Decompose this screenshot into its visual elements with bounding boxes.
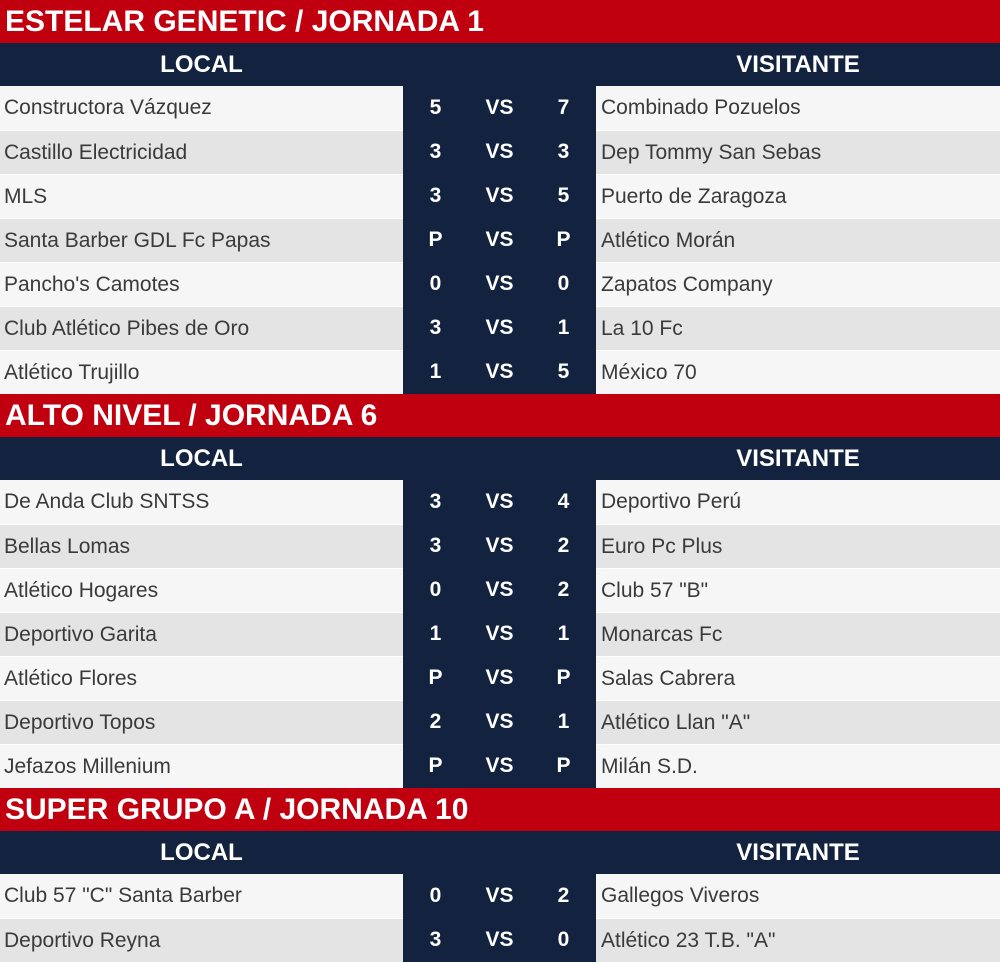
match-row (0, 524, 1000, 568)
home-team: Constructora Vázquez (0, 86, 403, 130)
vs-label: VS (485, 272, 514, 295)
home-score: 3 (429, 140, 442, 163)
vs-label: VS (485, 754, 514, 777)
match-row (0, 86, 1000, 130)
away-score: 4 (557, 490, 570, 513)
score-header (403, 437, 596, 480)
home-team: Santa Barber GDL Fc Papas (0, 218, 403, 262)
away-team: Gallegos Viveros (596, 874, 1000, 918)
vs-label: VS (485, 622, 514, 645)
score (403, 874, 596, 918)
local-header: LOCAL (160, 839, 243, 866)
score-header (403, 43, 596, 86)
match-row (0, 174, 1000, 218)
home-score: 0 (429, 272, 442, 295)
score (403, 700, 596, 744)
match-row (0, 656, 1000, 700)
match-row (0, 350, 1000, 394)
vs-label: VS (485, 140, 514, 163)
away-team: Monarcas Fc (596, 612, 1000, 656)
away-score: P (556, 666, 571, 689)
home-score: P (428, 666, 443, 689)
away-score: P (556, 754, 571, 777)
away-score: 5 (557, 184, 570, 207)
section-title: ESTELAR GENETIC / JORNADA 1 (0, 0, 1000, 43)
home-score: 1 (429, 360, 442, 383)
away-team: Zapatos Company (596, 262, 1000, 306)
home-team: Atlético Trujillo (0, 350, 403, 394)
section-estelar-genetic (0, 0, 1000, 394)
vs-label: VS (485, 534, 514, 557)
home-team: Pancho's Camotes (0, 262, 403, 306)
score (403, 174, 596, 218)
score (403, 480, 596, 524)
match-row (0, 480, 1000, 524)
vs-label: VS (485, 884, 514, 907)
score (403, 350, 596, 394)
away-score: 2 (557, 534, 570, 557)
match-row (0, 218, 1000, 262)
away-score: 5 (557, 360, 570, 383)
home-team: Bellas Lomas (0, 524, 403, 568)
match-row (0, 744, 1000, 788)
away-team: Salas Cabrera (596, 656, 1000, 700)
match-row (0, 568, 1000, 612)
vs-label: VS (485, 710, 514, 733)
score (403, 612, 596, 656)
away-score: 1 (557, 622, 570, 645)
visitante-header: VISITANTE (736, 445, 860, 472)
home-score: P (428, 754, 443, 777)
away-score: 1 (557, 710, 570, 733)
match-row (0, 918, 1000, 962)
section-title: ALTO NIVEL / JORNADA 6 (0, 394, 1000, 437)
home-score: 3 (429, 316, 442, 339)
away-score: P (556, 228, 571, 251)
vs-label: VS (485, 490, 514, 513)
match-row (0, 612, 1000, 656)
away-score: 0 (557, 928, 570, 951)
section-alto-nivel (0, 394, 1000, 788)
away-score: 0 (557, 272, 570, 295)
home-team: Club Atlético Pibes de Oro (0, 306, 403, 350)
score (403, 262, 596, 306)
visitante-header: VISITANTE (736, 839, 860, 866)
away-team: Combinado Pozuelos (596, 86, 1000, 130)
column-header (0, 437, 1000, 480)
home-score: 3 (429, 184, 442, 207)
match-row (0, 130, 1000, 174)
vs-label: VS (485, 228, 514, 251)
match-row (0, 874, 1000, 918)
section-super-grupo-a (0, 788, 1000, 962)
away-score: 7 (557, 96, 570, 119)
score (403, 306, 596, 350)
away-score: 1 (557, 316, 570, 339)
home-team: MLS (0, 174, 403, 218)
vs-label: VS (485, 578, 514, 601)
column-header (0, 831, 1000, 874)
vs-label: VS (485, 184, 514, 207)
section-title: SUPER GRUPO A / JORNADA 10 (0, 788, 1000, 831)
home-score: 1 (429, 622, 442, 645)
home-team: Deportivo Topos (0, 700, 403, 744)
home-team: Club 57 "C" Santa Barber (0, 874, 403, 918)
home-score: 3 (429, 928, 442, 951)
visitante-header: VISITANTE (736, 51, 860, 78)
away-team: Deportivo Perú (596, 480, 1000, 524)
away-team: Atlético Morán (596, 218, 1000, 262)
score (403, 86, 596, 130)
away-score: 3 (557, 140, 570, 163)
score (403, 918, 596, 962)
home-score: 2 (429, 710, 442, 733)
away-team: México 70 (596, 350, 1000, 394)
vs-label: VS (485, 316, 514, 339)
vs-label: VS (485, 96, 514, 119)
away-team: Dep Tommy San Sebas (596, 130, 1000, 174)
home-team: De Anda Club SNTSS (0, 480, 403, 524)
score-header (403, 831, 596, 874)
away-team: Atlético 23 T.B. "A" (596, 918, 1000, 962)
home-team: Jefazos Millenium (0, 744, 403, 788)
score (403, 656, 596, 700)
home-score: 0 (429, 884, 442, 907)
column-header (0, 43, 1000, 86)
vs-label: VS (485, 666, 514, 689)
score (403, 568, 596, 612)
home-team: Atlético Flores (0, 656, 403, 700)
away-team: Atlético Llan "A" (596, 700, 1000, 744)
away-score: 2 (557, 578, 570, 601)
home-team: Castillo Electricidad (0, 130, 403, 174)
home-score: 5 (429, 96, 442, 119)
home-team: Atlético Hogares (0, 568, 403, 612)
match-row (0, 700, 1000, 744)
score (403, 524, 596, 568)
home-score: 3 (429, 534, 442, 557)
score (403, 744, 596, 788)
vs-label: VS (485, 928, 514, 951)
away-team: Puerto de Zaragoza (596, 174, 1000, 218)
score (403, 218, 596, 262)
match-row (0, 306, 1000, 350)
away-team: Euro Pc Plus (596, 524, 1000, 568)
home-score: P (428, 228, 443, 251)
away-score: 2 (557, 884, 570, 907)
home-team: Deportivo Garita (0, 612, 403, 656)
local-header: LOCAL (160, 51, 243, 78)
score (403, 130, 596, 174)
home-score: 3 (429, 490, 442, 513)
local-header: LOCAL (160, 445, 243, 472)
vs-label: VS (485, 360, 514, 383)
away-team: Club 57 "B" (596, 568, 1000, 612)
home-score: 0 (429, 578, 442, 601)
home-team: Deportivo Reyna (0, 918, 403, 962)
away-team: La 10 Fc (596, 306, 1000, 350)
match-row (0, 262, 1000, 306)
away-team: Milán S.D. (596, 744, 1000, 788)
